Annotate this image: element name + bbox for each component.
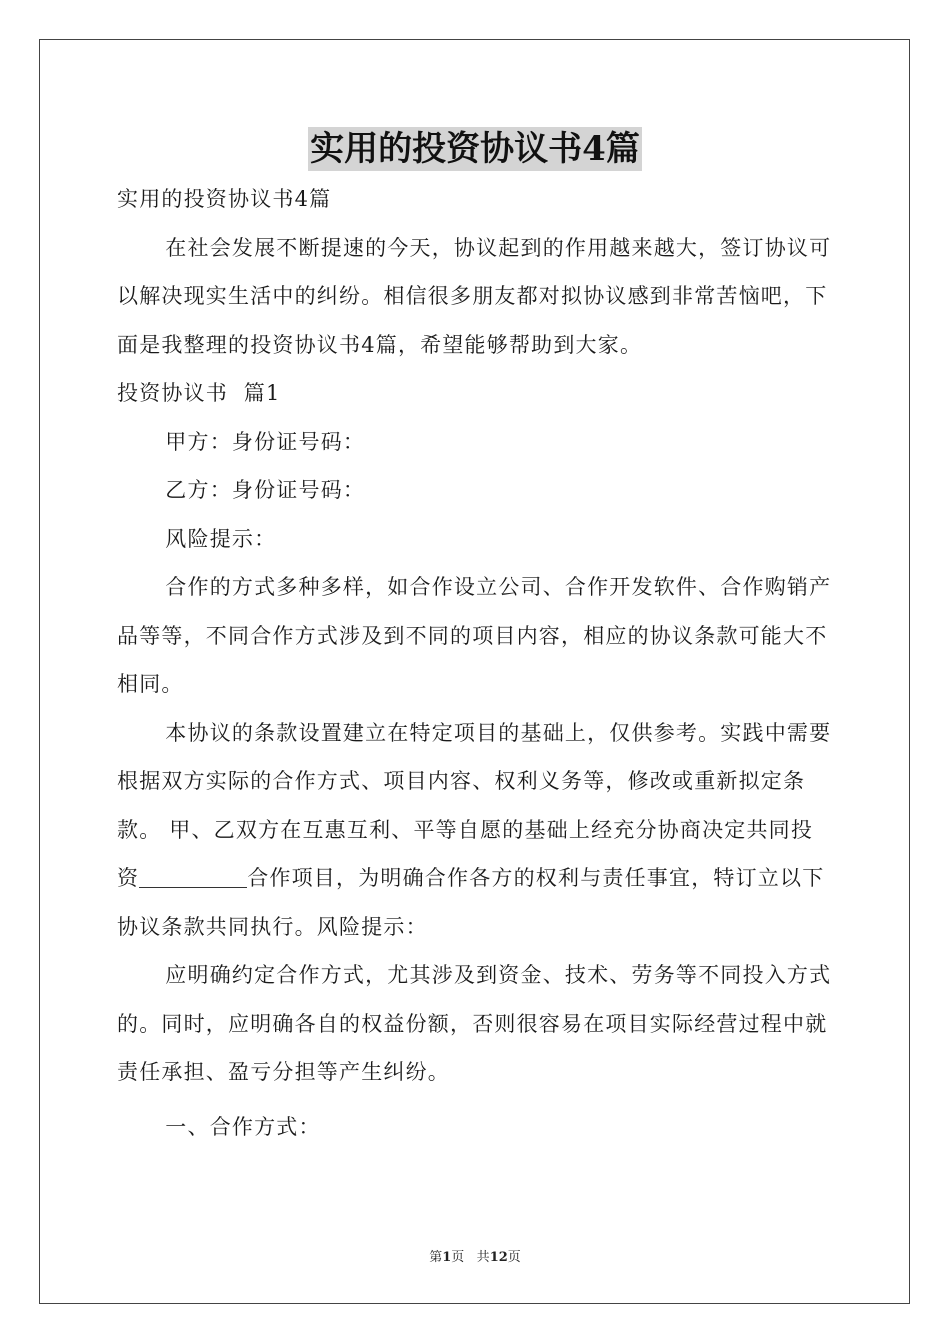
footer-prefix: 第 bbox=[429, 1250, 443, 1265]
page-footer bbox=[0, 1246, 950, 1265]
clause-text-after-blank: 合作项目，为明确合作各方的权利与责任事宜，特订立以下协议条款共同执行。风险提示： bbox=[117, 866, 825, 939]
item-one-heading: 一、合作方式： bbox=[165, 1114, 321, 1139]
risk-label: 风险提示： bbox=[165, 526, 277, 551]
document-subtitle: 实用的投资协议书4篇 bbox=[117, 187, 332, 211]
specify-paragraph: 应明确约定合作方式，尤其涉及到资金、技术、劳务等不同投入方式的。同时，应明确各自的权益份额，否则很容易在项目实际经营过程中就责任承担、盈亏分担等产生纠纷。 bbox=[117, 963, 832, 1084]
footer-page-suffix: 页 bbox=[451, 1250, 465, 1265]
cooperation-paragraph: 合作的方式多种多样，如合作设立公司、合作开发软件、合作购销产品等等，不同合作方式涉及到不同的项目内容，相应的协议条款可能大不相同。 bbox=[117, 575, 832, 696]
footer-total-suffix: 页 bbox=[507, 1250, 521, 1265]
footer-total-prefix: 共 bbox=[476, 1250, 490, 1265]
party-b-line: 乙方：身份证号码： bbox=[165, 478, 366, 502]
clause-paragraph bbox=[117, 709, 833, 952]
intro-paragraph: 在社会发展不断提速的今天，协议起到的作用越来越大，签订协议可以解决现实生活中的纠纷。相信很多朋友都对拟协议感到非常苦恼吧，下面是我整理的投资协议书4篇，希望能够帮助到大家。 bbox=[117, 235, 832, 357]
clause-text-before-blank: 本协议的条款设置建立在特定项目的基础上，仅供参考。实践中需要根据双方实际的合作方式、项目内容、权利义务等，修改或重新拟定条款。 甲、乙双方在互惠互利、平等自愿的基础上经充分协商决定共同投资 bbox=[117, 720, 832, 890]
party-a-line: 甲方：身份证号码： bbox=[165, 429, 366, 454]
section-heading: 投资协议书 篇1 bbox=[117, 381, 281, 405]
title-container bbox=[0, 127, 950, 171]
total-pages-number: 12 bbox=[489, 1250, 508, 1265]
current-page-number: 1 bbox=[442, 1250, 452, 1265]
fill-in-blank bbox=[139, 866, 247, 888]
document-title: 实用的投资协议书4篇 bbox=[310, 129, 640, 169]
document-body bbox=[117, 175, 833, 1151]
